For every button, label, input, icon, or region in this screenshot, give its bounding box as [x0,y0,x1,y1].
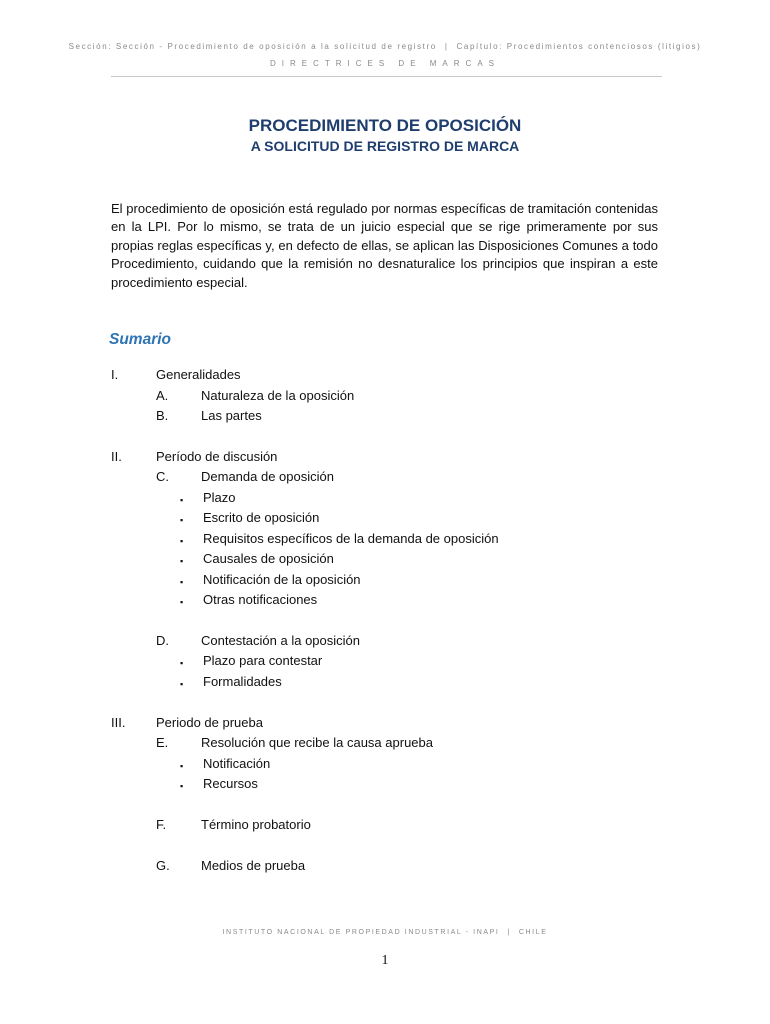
bullet-text: Causales de oposición [203,551,334,566]
running-header [0,42,770,51]
bullet-text: Formalidades [203,674,282,689]
section-title: Periodo de prueba [156,715,263,730]
header-separator: | [444,42,449,51]
footer-separator: | [507,929,511,936]
header-subtitle: DIRECTRICES DE MARCAS [269,59,500,68]
item-letter: E. [156,735,169,750]
bullet-text: Notificación [203,756,271,771]
square-bullet-icon: ▪ [180,658,184,668]
item-title: Demanda de oposición [201,469,334,484]
item-letter: B. [156,408,169,423]
section-title: Período de discusión [156,449,278,464]
item-letter: C. [156,469,169,484]
section-number: III. [111,715,126,730]
bullet-text: Escrito de oposición [203,510,320,525]
header-chapter: Capítulo: Procedimientos contenciosos (litigios) [456,42,702,51]
item-title: Naturaleza de la oposición [201,388,355,403]
document-title: PROCEDIMIENTO DE OPOSICIÓN [248,116,522,135]
footer-country: CHILE [518,929,548,936]
square-bullet-icon: ▪ [180,597,184,607]
item-title: Contestación a la oposición [201,633,360,648]
summary-heading: Sumario [109,331,172,348]
square-bullet-icon: ▪ [180,556,184,566]
document-subtitle: A SOLICITUD DE REGISTRO DE MARCA [250,138,520,154]
square-bullet-icon: ▪ [180,781,184,791]
item-letter: G. [156,858,170,873]
page-number: 1 [381,953,389,968]
bullet-text: Plazo para contestar [203,653,323,668]
square-bullet-icon: ▪ [180,761,184,771]
header-section: Sección: Sección - Procedimiento de oposición a la solicitud de registro [68,42,437,51]
item-letter: F. [156,817,167,832]
bullet-text: Recursos [203,776,258,791]
square-bullet-icon: ▪ [180,515,184,525]
square-bullet-icon: ▪ [180,577,184,587]
footer-institute: INSTITUTO NACIONAL DE PROPIEDAD INDUSTRIAL - INAPI [222,929,500,936]
item-title: Medios de prueba [201,858,306,873]
bullet-text: Plazo [203,490,236,505]
section-title: Generalidades [156,367,241,382]
square-bullet-icon: ▪ [180,536,184,546]
item-title: Las partes [201,408,262,423]
square-bullet-icon: ▪ [180,679,184,689]
running-footer [0,929,770,936]
item-title: Término probatorio [201,817,311,832]
item-title: Resolución que recibe la causa aprueba [201,735,433,750]
intro-paragraph: El procedimiento de oposición está regulado por normas específicas de tramitación contenidas en la LPI. Por lo mismo, se trata de un juicio especial que se rige primeramente por sus propias reglas específicas y, en defecto de ellas, se aplican las Disposiciones Comunes a todo Procedimiento, cuidando que la remisión no desnaturalice los principios que inspiran a este procedimiento especial. [111,201,658,290]
bullet-text: Requisitos específicos de la demanda de oposición [203,531,499,546]
bullet-text: Otras notificaciones [203,592,318,607]
item-letter: A. [156,388,169,403]
item-letter: D. [156,633,169,648]
square-bullet-icon: ▪ [180,495,184,505]
header-divider [111,76,662,77]
section-number: I. [111,367,119,382]
bullet-text: Notificación de la oposición [203,572,361,587]
section-number: II. [111,449,122,464]
